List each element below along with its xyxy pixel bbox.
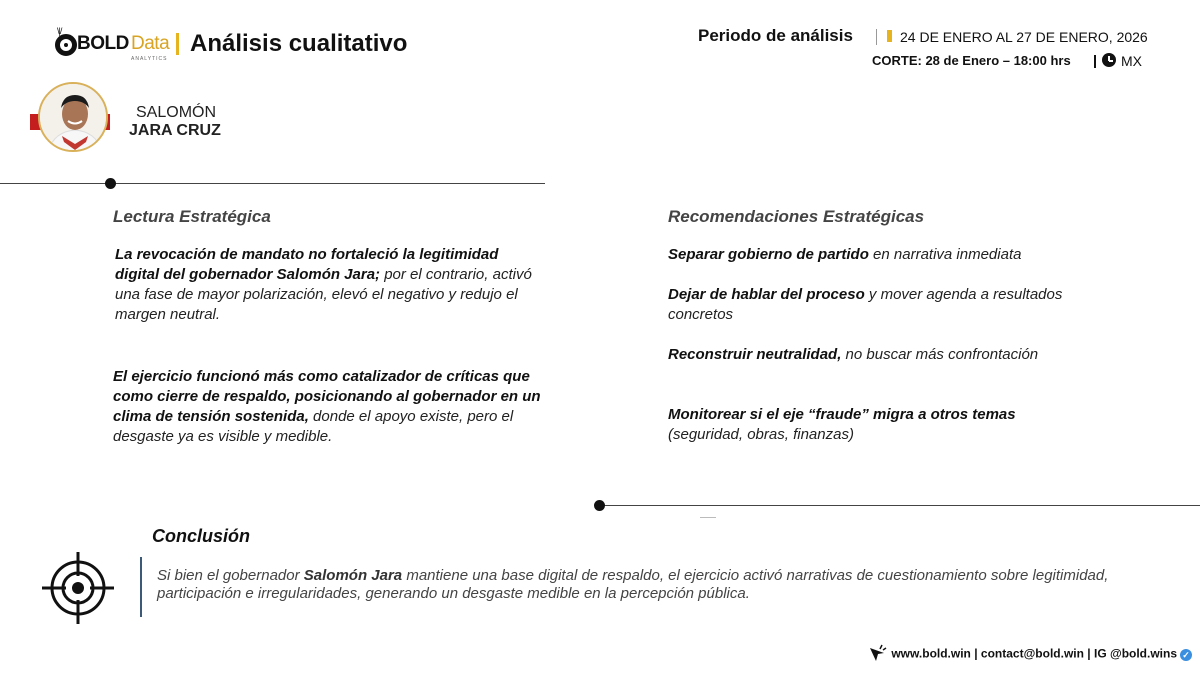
lectura-paragraph-1: [115, 245, 535, 325]
profile-first-name: SALOMÓN: [136, 104, 217, 121]
logo-data-text: Data: [131, 33, 170, 54]
top-divider-line: [0, 183, 545, 184]
conclusion-heading: Conclusión: [152, 526, 250, 546]
bottom-divider-line: [598, 505, 1200, 506]
footer-contact: [868, 644, 1192, 665]
lectura-paragraph-2: [113, 367, 553, 447]
conclusion-text: [157, 567, 1117, 603]
conclusion-text-bold: Salomón Jara: [303, 567, 403, 584]
recommendation-text: y mover agenda a resultados concretos: [668, 286, 1063, 323]
top-divider-dot: [105, 178, 116, 189]
page-title: Análisis cualitativo: [190, 30, 408, 57]
person-portrait-icon: [40, 84, 108, 152]
decorative-dash: [700, 517, 716, 518]
logo-bold-text: BOLD: [77, 33, 129, 54]
footer-separator: |: [970, 646, 981, 661]
country-code: MX: [1121, 53, 1142, 69]
footer-email-link[interactable]: contact@bold.win: [980, 646, 1084, 661]
lectura-heading: Lectura Estratégica: [113, 207, 271, 226]
lectura-p1-bold: La revocación de mandato no fortaleció la legitimidad digital del gobernador Salomón Jara;: [115, 246, 499, 283]
footer-instagram-link[interactable]: IG @bold.wins: [1093, 646, 1178, 661]
recommendation-text: (seguridad, obras, finanzas): [668, 426, 854, 443]
cursor-burst-icon: [868, 644, 888, 665]
avatar: [38, 82, 108, 152]
target-crosshair-icon: [40, 550, 116, 626]
recommendation-bold: Reconstruir neutralidad,: [668, 346, 842, 363]
recommendation-item: [668, 285, 1088, 325]
lectura-p2-text: donde el apoyo existe, pero el desgaste ya es visible y medible.: [113, 408, 514, 445]
conclusion-accent-bar: [140, 557, 142, 617]
conclusion-text-post: mantiene una base digital de respaldo, el ejercicio activó narrativas de cuestionamiento sobre legitimidad, participación e irregularidades, generando un desgaste medible en la percepción pública.: [157, 567, 1109, 602]
bottom-divider-dot: [594, 500, 605, 511]
recommendation-bold: Monitorear si el eje “fraude” migra a otros temas: [668, 406, 1016, 423]
logo-subtitle: ANALYTICS: [131, 56, 168, 62]
lectura-p2-bold: El ejercicio funcionó más como catalizador de críticas que como cierre de respaldo, posicionando al gobernador en un clima de tensión sostenida,: [113, 368, 541, 425]
title-accent-bar: [176, 33, 179, 55]
clock-icon: [1102, 53, 1116, 67]
logo-circle-icon: [55, 34, 77, 56]
recommendation-bold: Dejar de hablar del proceso: [668, 286, 865, 303]
cutoff-time: CORTE: 28 de Enero – 18:00 hrs: [872, 53, 1071, 68]
recommendation-bold: Separar gobierno de partido: [668, 246, 869, 263]
recommendation-text: no buscar más confrontación: [841, 346, 1039, 363]
profile-last-name: JARA CRUZ: [129, 122, 221, 139]
recommendation-text: en narrativa inmediata: [868, 246, 1022, 263]
period-label: Periodo de análisis: [698, 26, 853, 45]
recommendation-item: [668, 245, 1088, 265]
cutoff-divider: [1094, 55, 1096, 68]
footer-website-link[interactable]: www.bold.win: [891, 646, 971, 661]
footer-separator: |: [1083, 646, 1094, 661]
verified-check-icon: ✓: [1180, 649, 1192, 661]
recommendation-item: [668, 405, 1088, 445]
period-dates: 24 DE ENERO AL 27 DE ENERO, 2026: [900, 29, 1148, 45]
conclusion-text-pre: Si bien el gobernador: [157, 567, 304, 584]
lectura-p1-text: por el contrario, activó una fase de mayor polarización, elevó el negativo y redujo el margen neutral.: [115, 266, 532, 323]
period-divider: [876, 29, 877, 45]
bolddata-logo: [47, 26, 177, 66]
recommendation-item: [668, 345, 1088, 365]
logo-rays-icon: \|/: [57, 26, 62, 36]
period-accent-mark: [887, 30, 892, 42]
recomendaciones-heading: Recomendaciones Estratégicas: [668, 207, 925, 226]
